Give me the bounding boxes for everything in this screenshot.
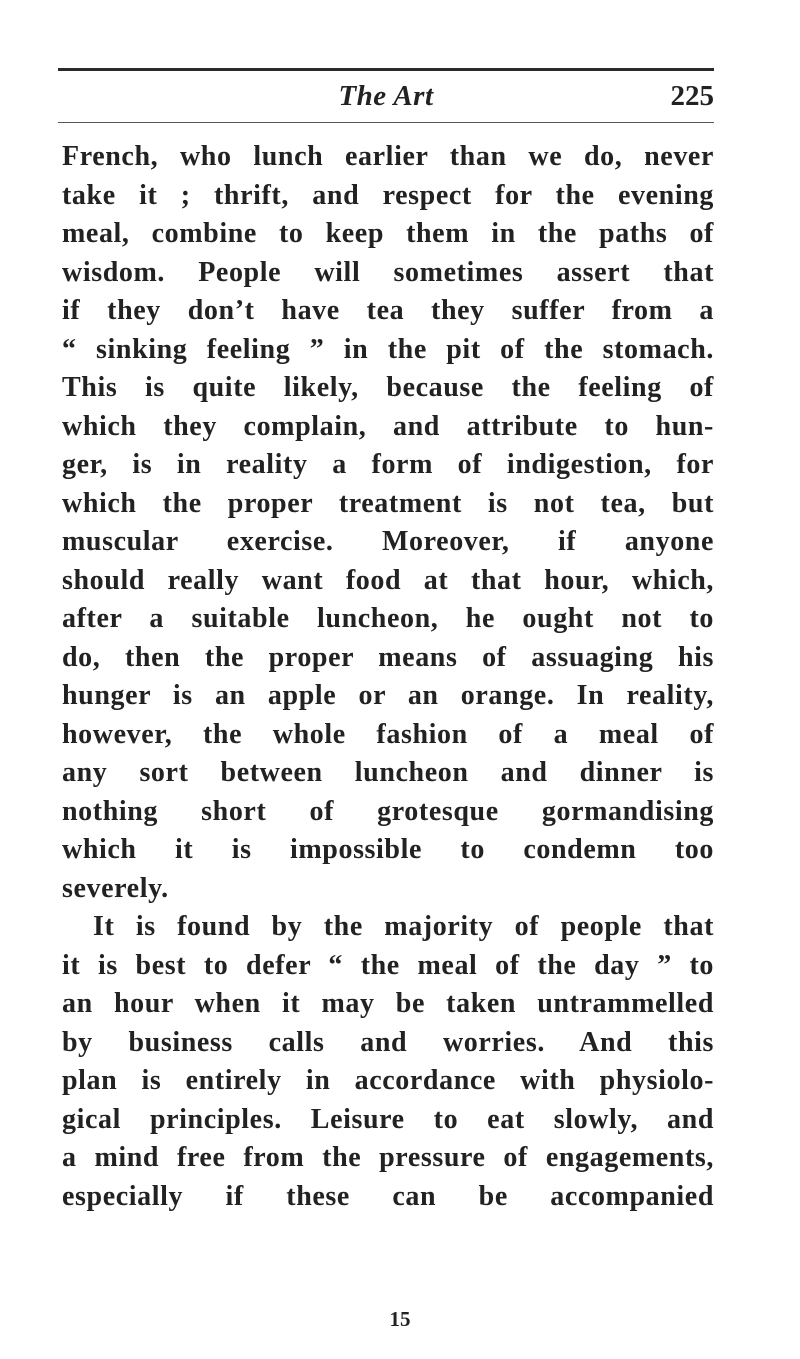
- text-line: wisdom. People will sometimes assert that: [62, 256, 714, 288]
- text-line: French, who lunch earlier than we do, never: [62, 141, 714, 172]
- text-line: if they don’t have tea they suffer from a: [62, 295, 714, 326]
- text-line: “ sinking feeling ” in the pit of the stomach.: [62, 333, 714, 365]
- text-line: gical principles. Leisure to eat slowly, and: [62, 1103, 714, 1135]
- text-line: which it is impossible to condemn too: [62, 834, 714, 865]
- text-line: It is found by the majority of people that: [93, 911, 714, 942]
- text-line: after a suitable luncheon, he ought not to: [62, 603, 714, 634]
- running-header: [58, 78, 714, 118]
- text-line: an hour when it may be taken untrammelled: [62, 988, 714, 1019]
- text-line: especially if these can be accompanied: [62, 1180, 714, 1212]
- text-line: which they complain, and attribute to hun-: [62, 410, 714, 442]
- text-line: meal, combine to keep them in the paths of: [62, 218, 714, 249]
- text-line: however, the whole fashion of a meal of: [62, 718, 714, 750]
- text-line: should really want food at that hour, which,: [62, 564, 714, 596]
- signature-mark: 15: [389, 1307, 411, 1331]
- text-line: it is best to defer “ the meal of the day ” to: [62, 949, 714, 981]
- body-text: [62, 138, 714, 1216]
- page-number: 225: [670, 80, 714, 112]
- text-line: plan is entirely in accordance with physiolo-: [62, 1065, 714, 1096]
- top-rule: [58, 68, 714, 71]
- text-line: which the proper treatment is not tea, but: [62, 487, 714, 519]
- running-title: The Art: [338, 80, 434, 112]
- text-line: a mind free from the pressure of engagements,: [62, 1142, 714, 1173]
- text-line: This is quite likely, because the feeling of: [62, 372, 714, 403]
- text-line: take it ; thrift, and respect for the evening: [62, 179, 714, 211]
- text-line: any sort between luncheon and dinner is: [62, 757, 714, 788]
- text-line: muscular exercise. Moreover, if anyone: [62, 526, 714, 557]
- text-line: do, then the proper means of assuaging his: [62, 641, 714, 673]
- text-line: nothing short of grotesque gormandising: [62, 795, 714, 827]
- text-line: severely.: [62, 872, 169, 904]
- text-line: hunger is an apple or an orange. In reality,: [62, 680, 714, 711]
- text-line: ger, is in reality a form of indigestion, for: [62, 449, 714, 480]
- text-line: by business calls and worries. And this: [62, 1026, 714, 1058]
- header-rule: [58, 122, 714, 123]
